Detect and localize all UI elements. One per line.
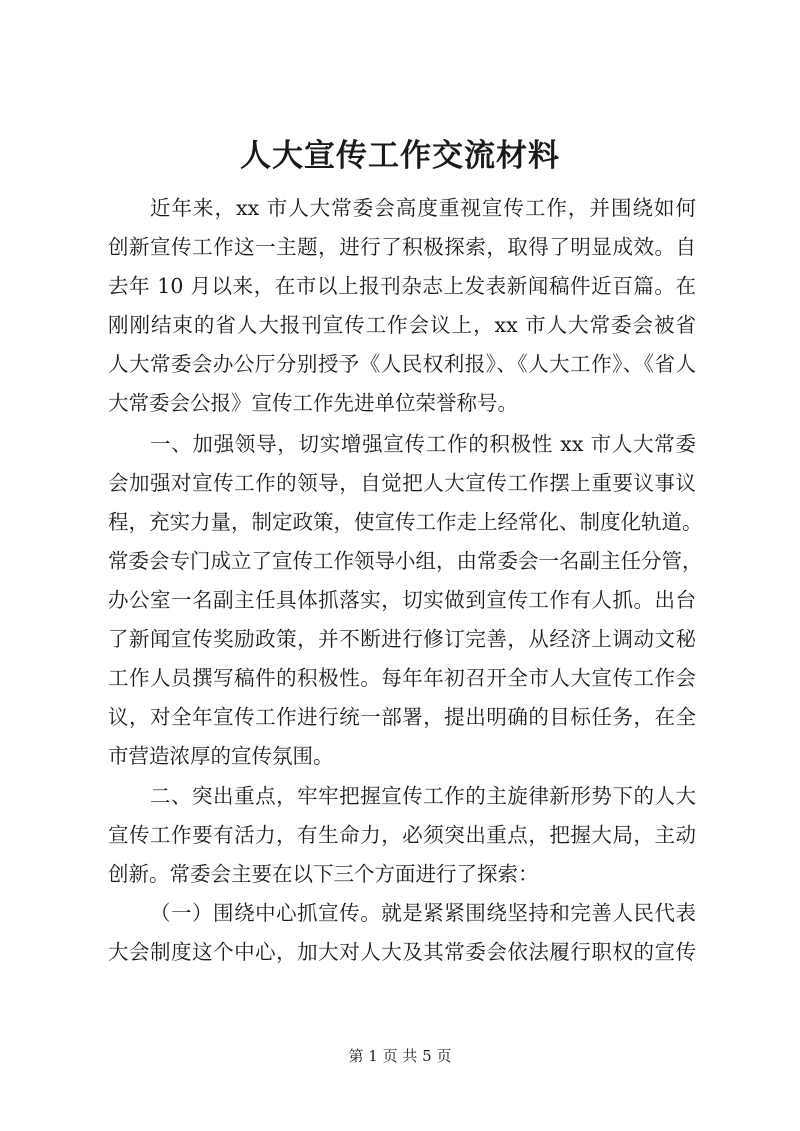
page-footer: 第 1 页 共 5 页 <box>348 1047 452 1065</box>
paragraph-line: 二、突出重点，牢牢把握宣传工作的主旋律新形势下的人大 <box>150 784 696 808</box>
paragraph-line: 工作人员撰写稿件的积极性。每年年初召开全市人大宣传工作会 <box>108 666 696 690</box>
document-title: 人大宣传工作交流材料 <box>240 138 560 174</box>
paragraph-line: 程，充实力量，制定政策，使宣传工作走上经常化、制度化轨道。 <box>108 510 703 534</box>
paragraph-line: 大常委会公报》宣传工作先进单位荣誉称号。 <box>108 391 518 415</box>
paragraph-line: 常委会专门成立了宣传工作领导小组，由常委会一名副主任分管， <box>108 549 703 573</box>
paragraph-line: 宣传工作要有活力，有生命力，必须突出重点，把握大局，主动 <box>108 823 696 847</box>
paragraph-line: 去年 10 月以来，在市以上报刊杂志上发表新闻稿件近百篇。在 <box>108 274 696 298</box>
paragraph-line: 市营造浓厚的宣传氛围。 <box>108 744 334 768</box>
paragraph-line: 了新闻宣传奖励政策，并不断进行修订完善，从经济上调动文秘 <box>108 627 696 651</box>
paragraph-line: （一）围绕中心抓宣传。就是紧紧围绕坚持和完善人民代表 <box>150 901 696 925</box>
paragraph-line: 议，对全年宣传工作进行统一部署，提出明确的目标任务，在全 <box>108 705 696 729</box>
paragraph-line: 刚刚结束的省人大报刊宣传工作会议上，xx 市人大常委会被省 <box>108 313 696 337</box>
paragraph-line: 办公室一名副主任具体抓落实，切实做到宣传工作有人抓。出台 <box>108 588 696 612</box>
paragraph-line: 创新宣传工作这一主题，进行了积极探索，取得了明显成效。自 <box>108 235 696 259</box>
paragraph-line: 人大常委会办公厅分别授予《人民权利报》、《人大工作》、《省人 <box>108 352 696 376</box>
paragraph-line: 创新。常委会主要在以下三个方面进行了探索： <box>108 862 539 886</box>
paragraph-line: 会加强对宣传工作的领导，自觉把人大宣传工作摆上重要议事议 <box>108 471 696 495</box>
paragraph-line: 一、加强领导，切实增强宣传工作的积极性 xx 市人大常委 <box>150 432 696 456</box>
paragraph-line: 大会制度这个中心，加大对人大及其常委会依法履行职权的宣传 <box>108 940 696 964</box>
paragraph-line: 近年来，xx 市人大常委会高度重视宣传工作，并围绕如何 <box>150 196 696 220</box>
